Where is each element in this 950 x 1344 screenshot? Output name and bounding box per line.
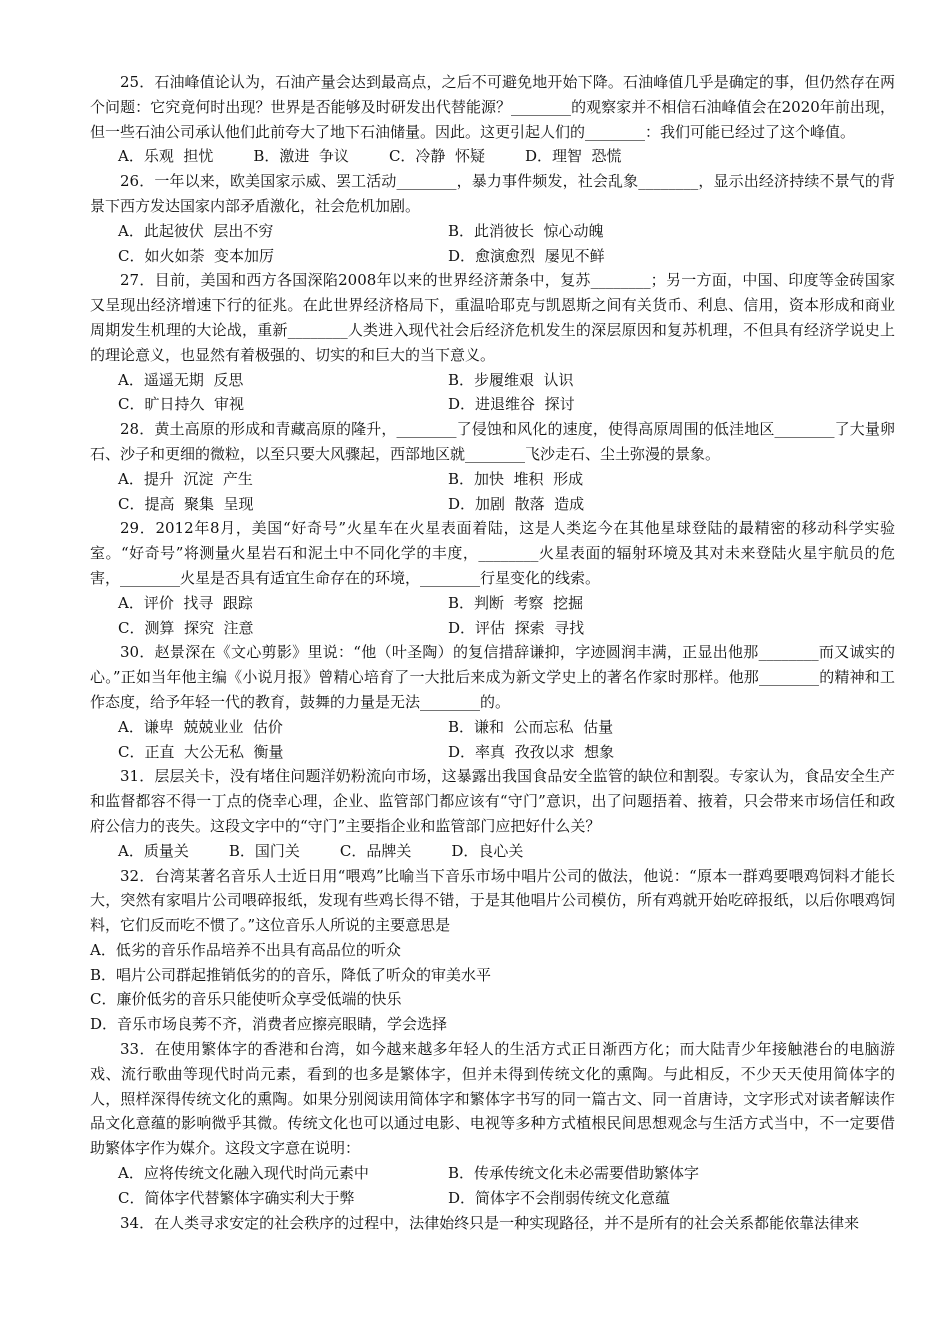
answer-option: B．国门关 — [228, 841, 300, 860]
answer-option: A．此起彼伏 层出不穷 — [118, 221, 274, 240]
answer-option: C．正直 大公无私 衡量 — [118, 742, 284, 761]
answer-option: D．音乐市场良莠不齐，消费者应擦亮眼睛，学会选择 — [90, 1015, 448, 1034]
answer-option: A．谦卑 兢兢业业 估价 — [118, 717, 283, 736]
question-stem: 25．石油峰值论认为，石油产量会达到最高点，之后不可避免地开始下降。石油峰值几乎是确定的事，但仍然存在两个问题：它究竟何时出现？世界是否能够及时研发出代替能源？________的观察家并不相信石油峰值会在2020年前出现，但一些石油公司承认他们此前夸大了地下石油储量。因此。这更引起人们的________：我们可能已经过了这个峰值。 — [90, 73, 895, 141]
answer-option: B．唱片公司群起推销低劣的的音乐，降低了听众的审美水平 — [90, 965, 492, 984]
answer-option: C．旷日持久 审视 — [118, 395, 245, 414]
answer-option: D．良心关 — [451, 841, 524, 860]
answer-option: C．如火如荼 变本加厉 — [118, 246, 275, 265]
option-row — [90, 244, 895, 269]
answer-option: B．加快 堆积 形成 — [448, 469, 584, 488]
option-row — [90, 839, 895, 864]
question-stem: 32．台湾某著名音乐人士近日用“喂鸡”比喻当下音乐市场中唱片公司的做法，他说：“原本一群鸡要喂鸡饲料才能长大，突然有家唱片公司喂碎报纸，发现有些鸡长得不错，于是其他唱片公司模仿，所有鸡就开始吃碎报纸，以后你喂鸡饲料，它们反而吃不惯了。”这位音乐人所说的主要意思是 — [90, 866, 895, 935]
answer-option: D．进退维谷 探讨 — [448, 395, 575, 414]
option-row — [90, 616, 895, 641]
question-stem: 33．在使用繁体字的香港和台湾，如今越来越多年轻人的生活方式正日渐西方化；而大陆青少年接触港台的电脑游戏、流行歌曲等现代时尚元素，看到的也多是繁体字，但并未得到传统文化的熏陶。与此相反，不少天天使用简体字的人，照样深得传统文化的熏陶。如果分别阅读用简体字和繁体字书写的同一篇古文、同一首唐诗，文字形式对读者解读作品文化意蕴的影响微乎其微。传统文化也可以通过电影、电视等多种方式植根民间思想观念与生活方式当中，不一定要借助繁体字作为媒介。这段文字意在说明： — [90, 1040, 895, 1158]
option-row — [90, 219, 895, 244]
answer-option: C．品牌关 — [339, 841, 412, 860]
answer-option: D．率真 孜孜以求 想象 — [448, 742, 615, 761]
answer-option: A．提升 沉淀 产生 — [118, 469, 253, 488]
answer-option: C．廉价低劣的音乐只能使听众享受低端的快乐 — [90, 990, 402, 1009]
question-stem: 31．层层关卡，没有堵住问题洋奶粉流向市场，这暴露出我国食品安全监管的缺位和割裂。专家认为，食品安全生产和监督都容不得一丁点的侥幸心理，企业、监管部门都应该有“守门”意识，出了问题捂着、掖着，只会带来市场信任和政府公信力的丧失。这段文字中的“守门”主要指企业和监管部门应把好什么关？ — [90, 767, 895, 835]
question-stem: 29．2012年8月，美国“好奇号”火星车在火星表面着陆，这是人类迄今在其他星球登陆的最精密的移动科学实验室。“好奇号”将测量火星岩石和泥土中不同化学的丰度，________火星表面的辐射环境及其对未来登陆火星宇航员的危害，________火星是否具有适宜生命存在的环境，________行星变化的线索。 — [90, 519, 895, 587]
answer-option: A．质量关 — [118, 841, 189, 860]
document-page — [90, 70, 895, 1235]
answer-option: C．测算 探究 注意 — [118, 618, 254, 637]
option-row — [90, 392, 895, 417]
answer-option: D．简体字不会削弱传统文化意蕴 — [448, 1188, 671, 1207]
answer-option: A．评价 找寻 跟踪 — [118, 593, 253, 612]
question-stem: 26．一年以来，欧美国家示威、罢工活动________，暴力事件频发，社会乱象________，显示出经济持续不景气的背景下西方发达国家内部矛盾激化，社会危机加剧。 — [90, 172, 895, 215]
answer-option: A．低劣的音乐作品培养不出具有高品位的听众 — [90, 940, 401, 959]
answer-option: C．简体字代替繁体字确实利大于弊 — [118, 1188, 355, 1207]
answer-option: A．应将传统文化融入现代时尚元素中 — [118, 1164, 369, 1183]
question-stem: 28．黄土高原的形成和青藏高原的隆升，________了侵蚀和风化的速度，使得高原周围的低洼地区________了大量卵石、沙子和更细的微粒，以至只要大风骤起，西部地区就________飞沙走石、尘土弥漫的景象。 — [90, 420, 895, 463]
option-row — [90, 1161, 895, 1186]
question-stem: 27．目前，美国和西方各国深陷2008年以来的世界经济萧条中，复苏________；另一方面，中国、印度等金砖国家又呈现出经济增速下行的征兆。在此世界经济格局下，重温哈耶克与凯恩斯之间有关货币、利息、信用，资本形成和商业周期发生机理的大论战，重新________人类进入现代社会后经济危机发生的深层原因和复苏机理，不但具有经济学说史上的理论意义，也显然有着极强的、切实的和巨大的当下意义。 — [90, 271, 895, 364]
option-row — [90, 740, 895, 765]
answer-option: D．愈演愈烈 屡见不鲜 — [448, 246, 605, 265]
answer-option: D．评估 探索 寻找 — [448, 618, 585, 637]
answer-option: A．乐观 担忧 — [118, 147, 214, 166]
option-row — [90, 591, 895, 616]
answer-option: C．冷静 怀疑 — [388, 147, 485, 166]
answer-option: C．提高 聚集 呈现 — [118, 494, 254, 513]
answer-option: B．步履维艰 认识 — [448, 370, 574, 389]
answer-option: B．谦和 公而忘私 估量 — [448, 717, 614, 736]
question-stem: 34．在人类寻求安定的社会秩序的过程中，法律始终只是一种实现路径，并不是所有的社会关系都能依靠法律来 — [120, 1213, 860, 1232]
answer-option: B．传承传统文化未必需要借助繁体字 — [448, 1164, 700, 1183]
option-row — [90, 1186, 895, 1211]
question-stem: 30．赵景深在《文心剪影》里说：“他（叶圣陶）的复信措辞谦抑，字迹圆润丰满，正显出他那________而又诚实的心。”正如当年他主编《小说月报》曾精心培育了一大批后来成为新文学史上的著名作家时那样。他那________的精神和工作态度，给予年轻一代的教育，鼓舞的力量是无法________的。 — [90, 643, 895, 711]
answer-option: D．理智 恐慌 — [524, 147, 622, 166]
option-row — [90, 144, 895, 169]
option-row — [90, 715, 895, 740]
option-row — [90, 467, 895, 492]
answer-option: D．加剧 散落 造成 — [448, 494, 585, 513]
answer-option: B．激进 争议 — [253, 147, 349, 166]
option-row — [90, 368, 895, 393]
answer-option: A．遥遥无期 反思 — [118, 370, 244, 389]
answer-option: B．此消彼长 惊心动魄 — [448, 221, 604, 240]
option-row — [90, 492, 895, 517]
answer-option: B．判断 考察 挖掘 — [448, 593, 584, 612]
